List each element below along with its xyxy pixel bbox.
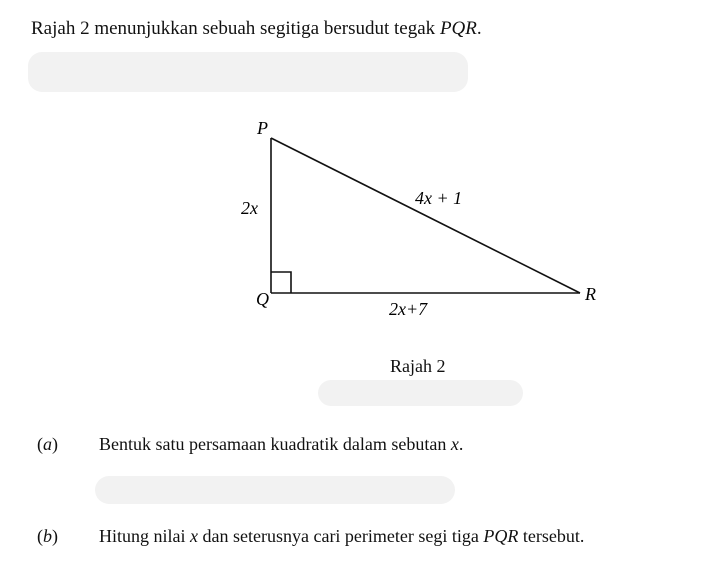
question-b-var: x	[190, 526, 198, 546]
question-b-label: (b)	[37, 526, 58, 546]
vertex-q-label: Q	[256, 289, 269, 309]
vertex-r-label: R	[585, 284, 596, 304]
triangle-name: PQR	[439, 18, 477, 39]
vertex-p-label: P	[257, 118, 268, 138]
side-pq-label: 2x	[241, 198, 258, 218]
intro-text	[31, 18, 482, 40]
question-b-text-1: Hitung nilai	[99, 526, 190, 546]
question-b-triangle-name: PQR	[483, 526, 519, 546]
question-b-text-2: dan seterusnya cari perimeter segi tiga	[198, 526, 484, 546]
triangle-sides	[271, 138, 580, 293]
right-angle-marker	[271, 272, 291, 293]
intro-prefix: Rajah 2 menunjukkan sebuah segitiga bersudut tegak	[31, 18, 440, 39]
question-b-text-3: tersebut.	[518, 526, 585, 546]
question-a-var: x	[450, 434, 459, 454]
erased-smudge-2	[318, 380, 523, 406]
figure-caption: Rajah 2	[390, 356, 446, 376]
erased-smudge-1	[28, 52, 468, 92]
intro-suffix: .	[476, 18, 482, 39]
question-b-text	[99, 526, 584, 547]
question-a-text-1: Bentuk satu persamaan kuadratik dalam sebutan	[99, 434, 451, 454]
right-triangle-diagram	[230, 110, 610, 320]
side-pr-label: 4x + 1	[415, 188, 463, 208]
erased-smudge-3	[95, 476, 455, 504]
question-a-text-2: .	[458, 434, 464, 454]
side-pr-line	[271, 138, 580, 293]
question-a-text	[99, 434, 463, 455]
question-a-label: (a)	[37, 434, 58, 454]
side-qr-label: 2x+7	[389, 299, 428, 319]
